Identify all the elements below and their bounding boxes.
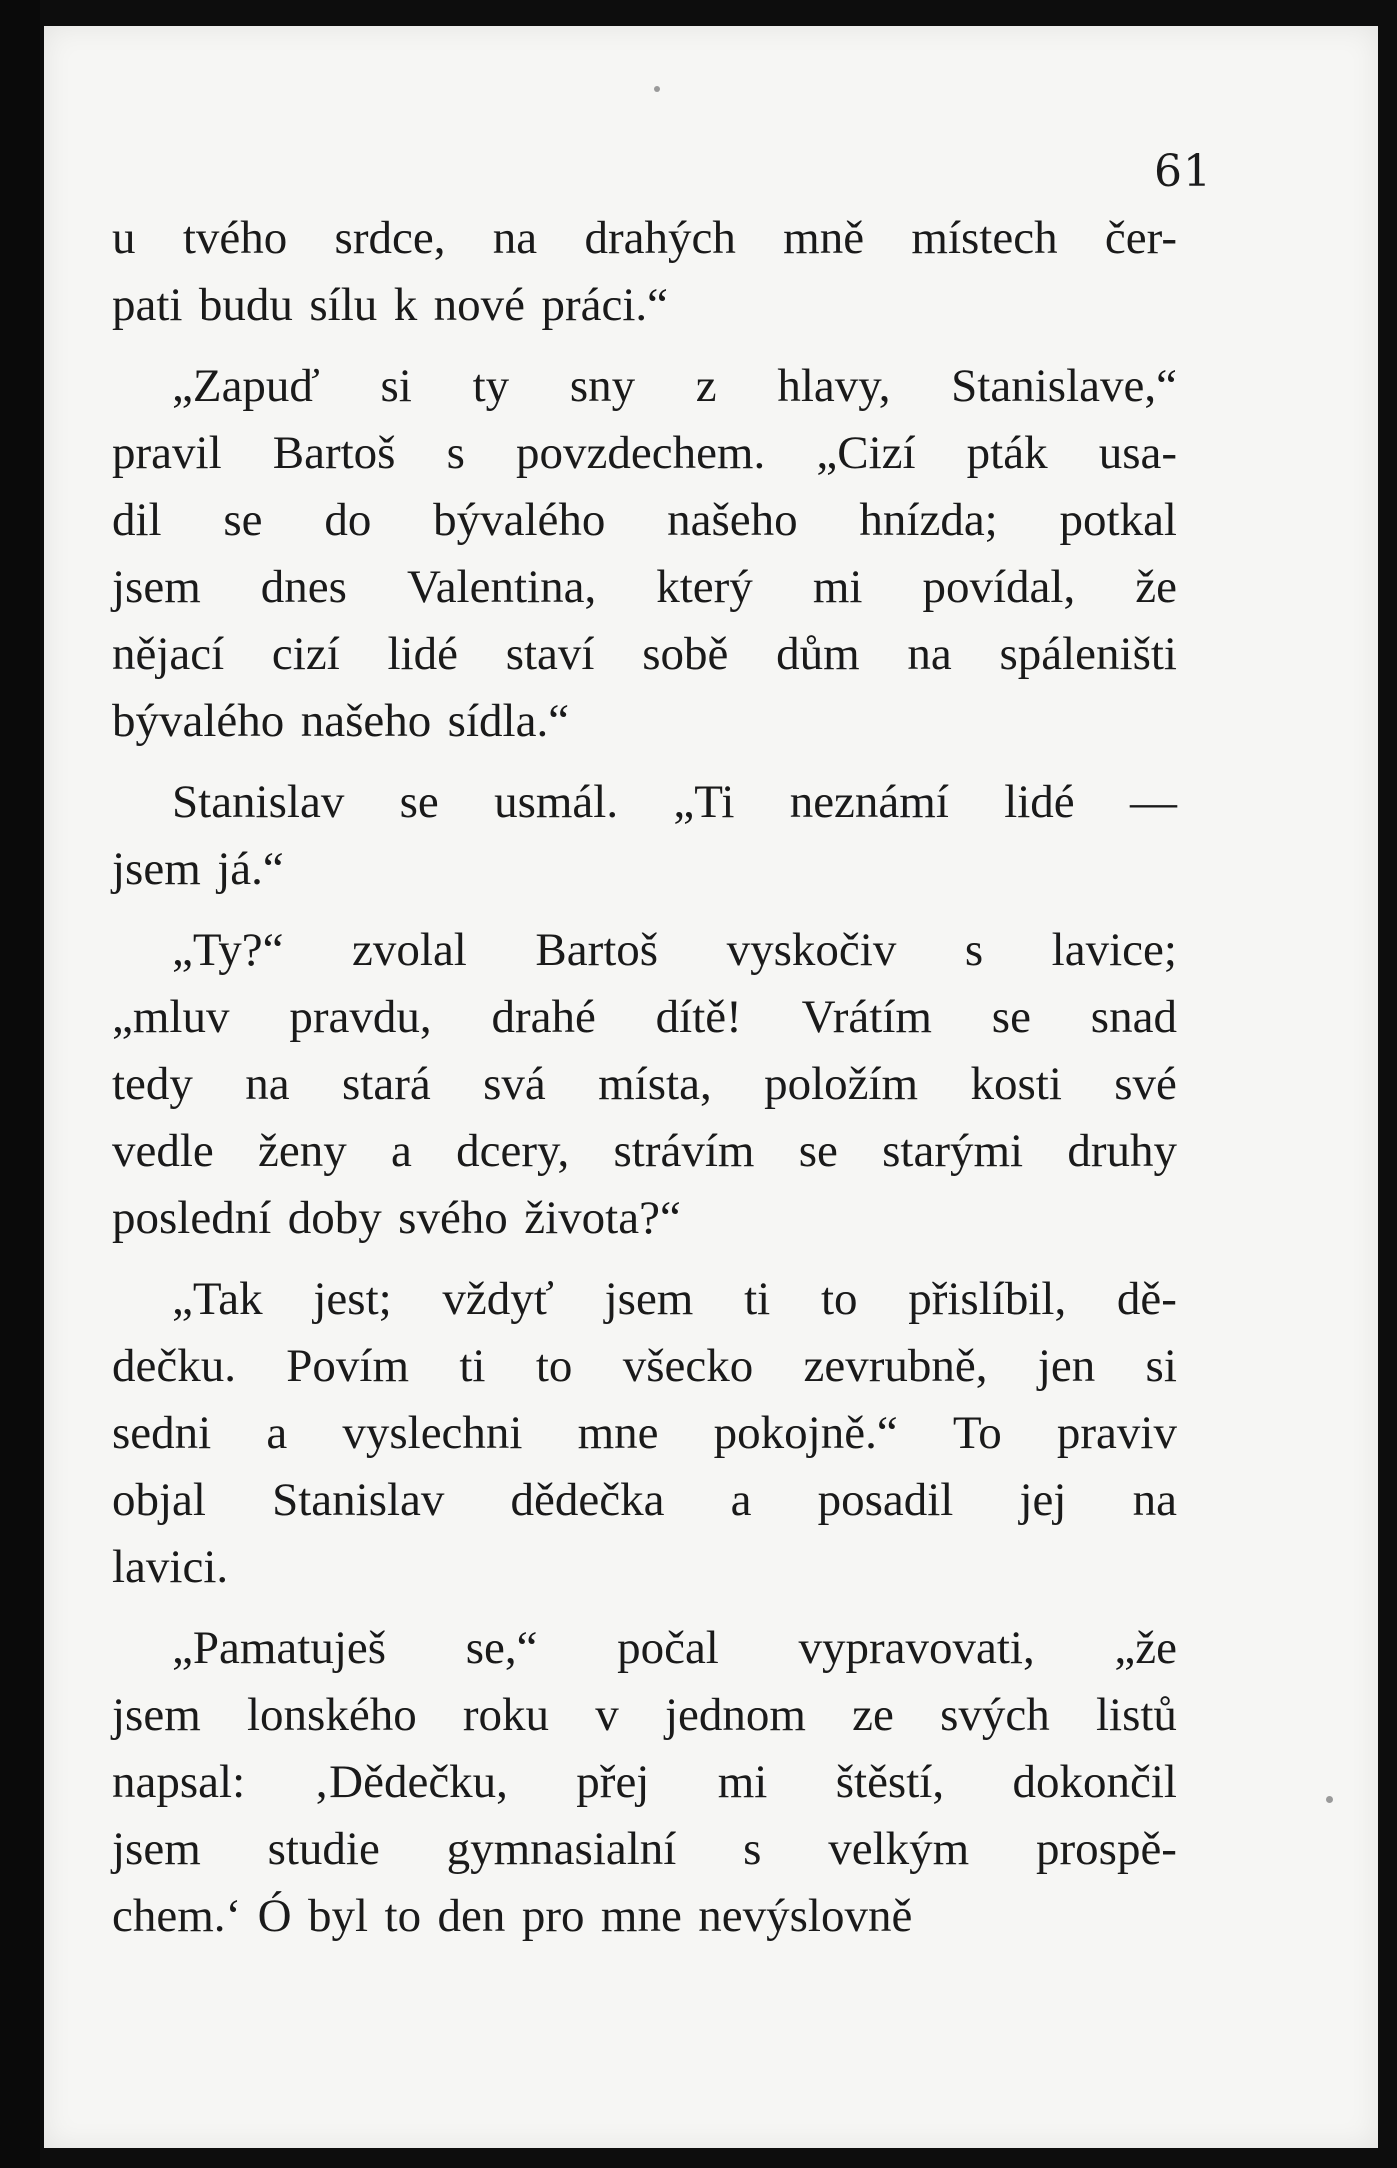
word: že — [1135, 561, 1177, 613]
word: mne — [577, 1407, 659, 1459]
word: spáleništi — [999, 628, 1177, 680]
word: vyslechni — [342, 1407, 523, 1459]
word: který — [656, 561, 753, 613]
paragraph-gap — [112, 1601, 1177, 1615]
text-line — [112, 1266, 1177, 1333]
word: našeho — [667, 494, 798, 546]
word: dě- — [1116, 1273, 1177, 1325]
word: položím — [764, 1058, 919, 1110]
word: praviv — [1056, 1407, 1177, 1459]
word: listů — [1095, 1689, 1177, 1741]
word: mi — [812, 561, 863, 613]
word: místech — [911, 212, 1058, 264]
text-line — [112, 1816, 1177, 1883]
word: „Ti — [673, 776, 735, 828]
text-line — [112, 1333, 1177, 1400]
paragraph — [112, 205, 1177, 339]
word: vyskočiv — [726, 924, 897, 976]
text-line — [112, 688, 1177, 755]
word: Vrátím — [801, 991, 932, 1043]
word: povzdechem. — [515, 427, 766, 479]
word: „že — [1114, 1622, 1177, 1674]
word: sídla.“ — [447, 695, 570, 747]
word: chem.‘ — [112, 1890, 242, 1942]
word: objal — [112, 1474, 206, 1526]
word: jest; — [313, 1273, 392, 1325]
word: byl — [308, 1890, 369, 1942]
word: dnes — [260, 561, 347, 613]
word: ti — [459, 1340, 486, 1392]
word: bývalého — [433, 494, 606, 546]
text-line — [112, 1118, 1177, 1185]
paragraph — [112, 769, 1177, 903]
word: Povím — [286, 1340, 410, 1392]
word: ze — [852, 1689, 894, 1741]
word: staví — [505, 628, 595, 680]
paragraph — [112, 1266, 1177, 1601]
word: jsem — [112, 1823, 201, 1875]
word: velkým — [828, 1823, 970, 1875]
word: poslední — [112, 1192, 272, 1244]
word: tvého — [182, 212, 288, 264]
word: sny — [569, 360, 636, 412]
word: pro — [521, 1890, 585, 1942]
word: ženy — [258, 1125, 347, 1177]
text-line — [112, 917, 1177, 984]
text-line — [112, 1615, 1177, 1682]
word: se,“ — [465, 1622, 538, 1674]
word: v — [595, 1689, 619, 1741]
word: Stanislav — [172, 776, 345, 828]
word: to — [535, 1340, 573, 1392]
text-line — [112, 769, 1177, 836]
word: drahé — [491, 991, 596, 1043]
word: snad — [1090, 991, 1177, 1043]
word: dečku. — [112, 1340, 236, 1392]
text-line — [112, 420, 1177, 487]
text-line — [112, 353, 1177, 420]
text-line — [112, 1051, 1177, 1118]
text-line — [112, 487, 1177, 554]
word: tedy — [112, 1058, 193, 1110]
word: — — [1129, 776, 1177, 828]
word: práci.“ — [541, 279, 669, 331]
word: Valentina, — [406, 561, 597, 613]
text-line — [112, 984, 1177, 1051]
text-line — [112, 1185, 1177, 1252]
paragraph — [112, 353, 1177, 755]
word: života?“ — [524, 1192, 681, 1244]
word: den — [437, 1890, 506, 1942]
word: a — [391, 1125, 412, 1177]
word: všecko — [622, 1340, 754, 1392]
word: druhy — [1067, 1125, 1177, 1177]
word: místa, — [598, 1058, 712, 1110]
word: to — [820, 1273, 858, 1325]
word: pták — [966, 427, 1048, 479]
word: svá — [483, 1058, 546, 1110]
word: ty — [472, 360, 510, 412]
word: vypravovati, — [798, 1622, 1035, 1674]
word: usa- — [1098, 427, 1177, 479]
word: povídal, — [922, 561, 1076, 613]
word: z — [695, 360, 717, 412]
word: dil — [112, 494, 162, 546]
word: a — [730, 1474, 752, 1526]
word: jednom — [664, 1689, 806, 1741]
word: lavice; — [1051, 924, 1177, 976]
text-line — [112, 1749, 1177, 1816]
word: cizí — [271, 628, 340, 680]
word: sobě — [642, 628, 729, 680]
word: Bartoš — [272, 427, 396, 479]
word: se — [991, 991, 1031, 1043]
word: hlavy, — [777, 360, 891, 412]
word: s — [964, 924, 984, 976]
word: na — [245, 1058, 290, 1110]
dust-speck — [1326, 1796, 1333, 1803]
text-line — [112, 205, 1177, 272]
word: jsem — [604, 1273, 694, 1325]
word: svých — [940, 1689, 1050, 1741]
word: neznámí — [789, 776, 949, 828]
word: Stanislav — [272, 1474, 445, 1526]
word: „Ty?“ — [172, 924, 284, 976]
word: se — [798, 1125, 838, 1177]
word: pokojně.“ — [713, 1407, 898, 1459]
word: našeho — [300, 695, 432, 747]
word: si — [1145, 1340, 1177, 1392]
word: lidé — [1004, 776, 1075, 828]
word: štěstí, — [835, 1756, 945, 1808]
word: čer- — [1104, 212, 1177, 264]
word: k — [393, 279, 418, 331]
paragraph — [112, 917, 1177, 1252]
word: „Zapuď — [172, 360, 320, 412]
word: počal — [617, 1622, 719, 1674]
paragraph-gap — [112, 755, 1177, 769]
paragraph — [112, 1615, 1177, 1950]
word: lonského — [246, 1689, 417, 1741]
word: své — [1114, 1058, 1177, 1110]
text-line — [112, 1534, 1177, 1601]
word: na — [492, 212, 538, 264]
word: „Pamatuješ — [172, 1622, 387, 1674]
paragraph-gap — [112, 1252, 1177, 1266]
word: pati — [112, 279, 183, 331]
word: jej — [1019, 1474, 1067, 1526]
word: roku — [462, 1689, 550, 1741]
word: studie — [267, 1823, 380, 1875]
text-line — [112, 1400, 1177, 1467]
word: dům — [776, 628, 860, 680]
word: „Tak — [172, 1273, 263, 1325]
word: jsem — [112, 843, 201, 895]
word: gymnasialní — [446, 1823, 677, 1875]
word: nějací — [112, 628, 225, 680]
word: vždyť — [442, 1273, 554, 1325]
word: na — [907, 628, 952, 680]
word: vedle — [112, 1125, 214, 1177]
word: zevrubně, — [803, 1340, 988, 1392]
word: srdce, — [334, 212, 446, 264]
word: a — [266, 1407, 288, 1459]
word: mi — [717, 1756, 768, 1808]
paragraph-gap — [112, 339, 1177, 353]
word: Bartoš — [535, 924, 659, 976]
word: se — [399, 776, 439, 828]
word: dítě! — [655, 991, 742, 1043]
word: jsem — [112, 561, 201, 613]
word: u — [112, 212, 136, 264]
text-line — [112, 272, 1177, 339]
word: zvolal — [352, 924, 467, 976]
word: mně — [783, 212, 865, 264]
word: přislíbil, — [908, 1273, 1067, 1325]
word: dokončil — [1012, 1756, 1177, 1808]
word: nové — [433, 279, 526, 331]
word: jsem — [112, 1689, 201, 1741]
word: přej — [576, 1756, 650, 1808]
word: stará — [342, 1058, 431, 1110]
binding-edge — [0, 0, 40, 2168]
word: pravil — [112, 427, 222, 479]
paragraph-gap — [112, 903, 1177, 917]
text-line — [112, 1682, 1177, 1749]
word: sílu — [309, 279, 378, 331]
word: s — [743, 1823, 762, 1875]
word: s — [446, 427, 465, 479]
word: doby — [287, 1192, 382, 1244]
word: usmál. — [494, 776, 619, 828]
word: mne — [600, 1890, 682, 1942]
word: do — [324, 494, 372, 546]
word: napsal: — [112, 1756, 246, 1808]
word: to — [384, 1890, 422, 1942]
word: lidé — [387, 628, 458, 680]
word: Ó — [257, 1890, 292, 1942]
word: budu — [198, 279, 293, 331]
word: dědečka — [510, 1474, 665, 1526]
word: ‚Dědečku, — [313, 1756, 508, 1808]
word: „mluv — [112, 991, 230, 1043]
word: drahých — [584, 212, 736, 264]
word: sedni — [112, 1407, 212, 1459]
word: starými — [882, 1125, 1024, 1177]
body-text — [112, 205, 1177, 1950]
word: se — [223, 494, 263, 546]
word: hnízda; — [859, 494, 998, 546]
text-line — [112, 836, 1177, 903]
text-line — [112, 1467, 1177, 1534]
word: svého — [398, 1192, 508, 1244]
text-line — [112, 1883, 1177, 1950]
word: „Cizí — [816, 427, 916, 479]
word: potkal — [1059, 494, 1177, 546]
word: lavici. — [112, 1541, 229, 1593]
page-number: 61 — [1154, 146, 1212, 197]
word: ti — [744, 1273, 771, 1325]
word: dcery, — [456, 1125, 570, 1177]
dust-speck — [654, 86, 660, 92]
word: já.“ — [217, 843, 284, 895]
word: prospě- — [1036, 1823, 1177, 1875]
word: To — [952, 1407, 1002, 1459]
word: strávím — [613, 1125, 755, 1177]
word: na — [1132, 1474, 1177, 1526]
text-line — [112, 554, 1177, 621]
text-line — [112, 621, 1177, 688]
word: pravdu, — [289, 991, 432, 1043]
word: si — [380, 360, 412, 412]
word: jen — [1037, 1340, 1096, 1392]
word: kosti — [970, 1058, 1062, 1110]
word: posadil — [817, 1474, 954, 1526]
word: Stanislave,“ — [951, 360, 1177, 412]
word: bývalého — [112, 695, 285, 747]
word: nevýslovně — [698, 1890, 913, 1942]
